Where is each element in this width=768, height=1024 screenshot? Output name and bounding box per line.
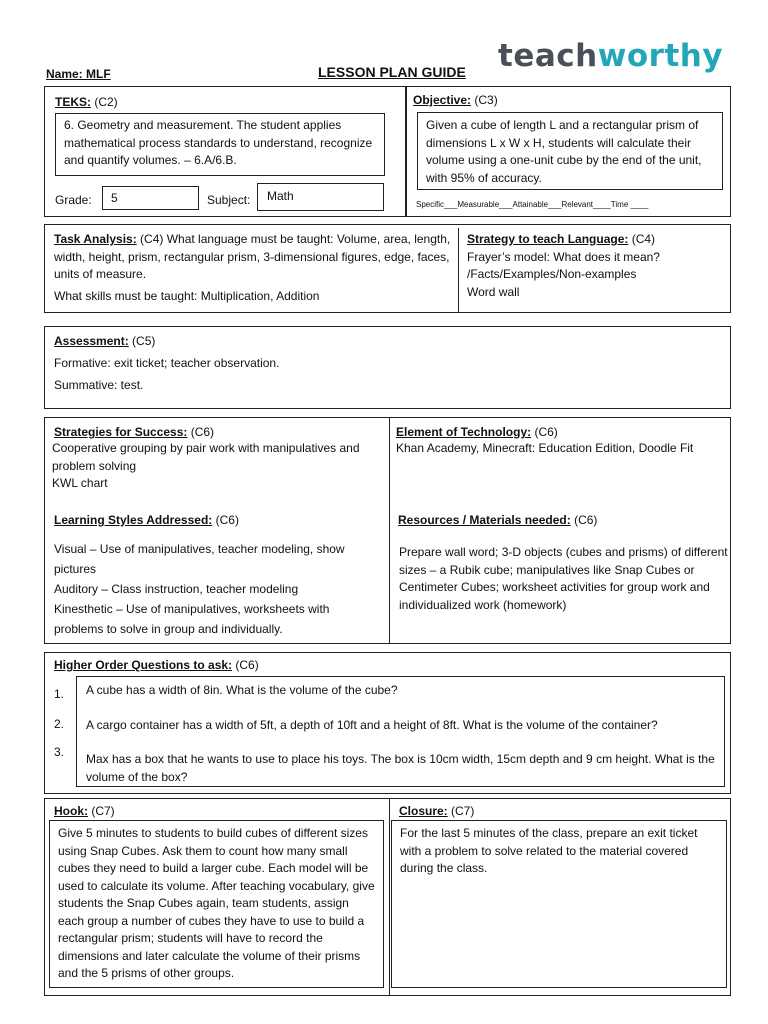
divider [458,228,459,312]
task-analysis-text: Task Analysis: (C4) What language must be taught: Volume, area, length, width, height, prism, rectangular prism, 3-dimensional figures, edge, faces, units of measure. [54,232,451,281]
hook-text-box [49,820,384,988]
question-2: A cargo container has a width of 5ft, a depth of 10ft and a height of 8ft. What is the volume of the container? [86,718,658,732]
technology-heading: Element of Technology: (C6) [396,425,558,439]
strategies-text: Cooperative grouping by pair work with manipulatives and problem solving KWL chart [52,441,360,490]
hook-heading: Hook: (C7) [54,804,115,818]
closure-text: For the last 5 minutes of the class, prepare an exit ticket with a problem to solve related to the material covered during the class. [400,826,698,875]
page-title: LESSON PLAN GUIDE [318,64,466,80]
objective-text-box [417,112,723,190]
summative-text: Summative: test. [54,378,144,392]
objective-text: Given a cube of length L and a rectangular prism of dimensions L x W x H, students will calculate their volume using a one-unit cube by the end of the unit, with 95% of accuracy. [426,118,702,185]
grade-field[interactable]: 5 [102,186,199,210]
subject-field[interactable]: Math [257,183,384,211]
subject-label: Subject: [207,193,251,207]
closure-heading: Closure: (C7) [399,804,475,818]
teks-heading: TEKS: (C2) [55,95,118,109]
divider [389,417,390,644]
hook-text: Give 5 minutes to students to build cubes of different sizes using Snap Cubes. Ask them to count how many small cubes they need to build a larger cube. Each model will be used to calculate its volume. After teaching vocabulary, give students the Snap Cubes again, team students, assign each group a number of cubes they have to use to build a rectangular prism; students will have to record the dimensions and later calculate the volume of their prisms and the 5 prisms of other groups. [58,826,375,980]
learning-styles-text: Visual – Use of manipulatives, teacher modeling, show pictures Auditory – Class instruction, teacher modeling Kinesthetic – Use of manipulatives, worksheets with problems to solve in group and individually. [54,542,345,636]
skills-text: What skills must be taught: Multiplication, Addition [54,289,320,303]
closure-text-box [391,820,727,988]
formative-text: Formative: exit ticket; teacher observation. [54,356,280,370]
question-number: 2. [54,717,65,731]
teks-text: 6. Geometry and measurement. The student applies mathematical process standards to understand, recognize and quantify volumes. – 6.A/6.B. [64,118,373,167]
strategies-heading: Strategies for Success: (C6) [54,425,215,439]
question-number: 1. [54,687,65,701]
teks-text-box [55,113,385,176]
objective-heading: Objective: (C3) [413,93,498,107]
resources-heading: Resources / Materials needed: (C6) [398,513,598,527]
assessment-heading: Assessment: (C5) [54,334,156,348]
teachworthy-logo: teachworthy [498,38,724,74]
technology-text: Khan Academy, Minecraft: Education Edition, Doodle Fit [396,441,694,455]
divider [389,798,390,996]
question-1: A cube has a width of 8in. What is the volume of the cube? [86,683,398,697]
strategy-language: Strategy to teach Language: (C4) Frayer’s model: What does it mean? /Facts/Examples/Non-examples Word wall [467,232,660,299]
grade-label: Grade: [55,193,92,207]
name-field: Name: MLF [46,67,111,81]
questions-heading: Higher Order Questions to ask: (C6) [54,658,259,672]
learning-styles-heading: Learning Styles Addressed: (C6) [54,513,239,527]
resources-text: Prepare wall word; 3-D objects (cubes and prisms) of different sizes – a Rubik cube; manipulatives like Snap Cubes or Centimeter Cubes; worksheet activities for group work and individualized work (homework) [399,545,728,612]
question-number: 3. [54,745,65,759]
smart-criteria: Specific___Measurable___Attainable___Relevant____Time ____ [416,200,649,209]
question-3: Max has a box that he wants to use to place his toys. The box is 10cm width, 15cm depth and 9 cm height. What is the volume of the box? [86,752,715,784]
